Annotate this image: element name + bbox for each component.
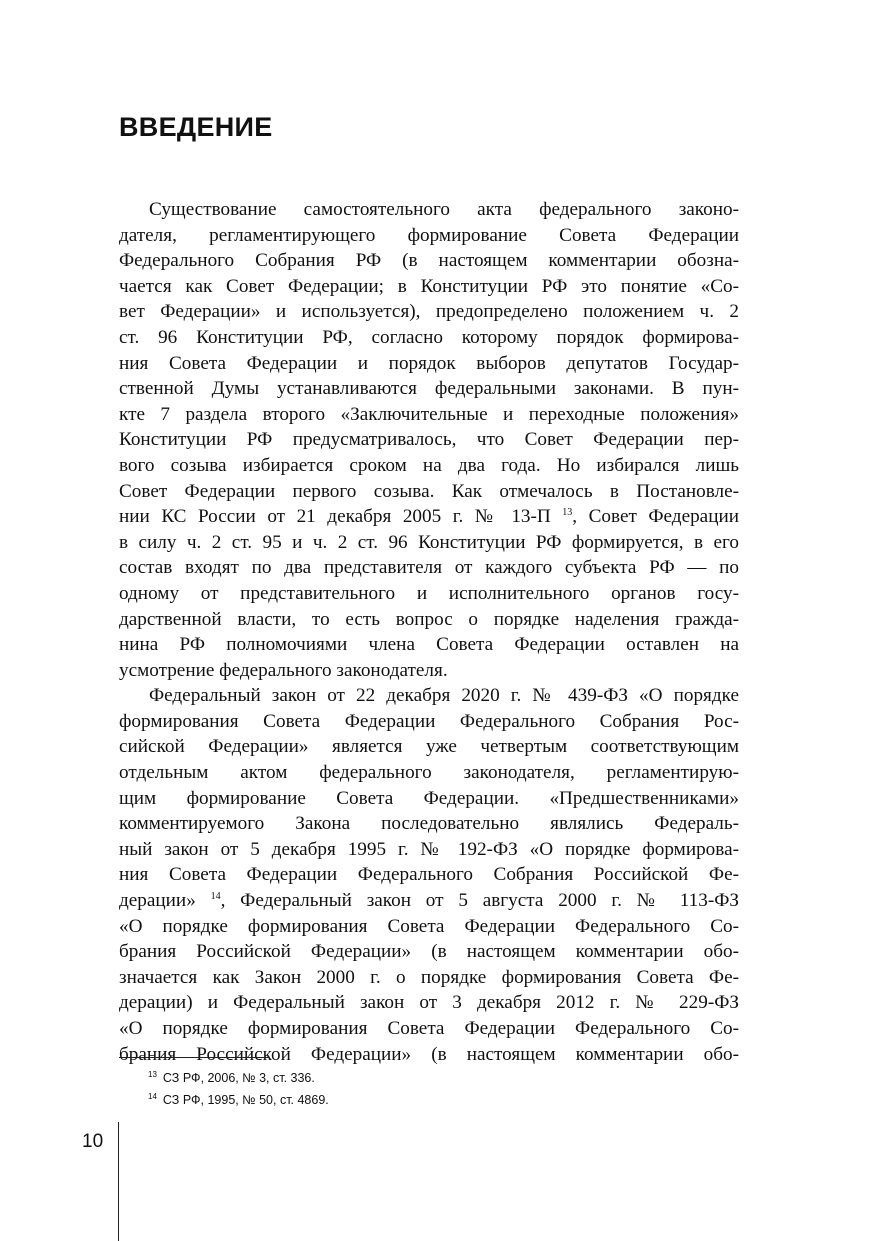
text-line-with-footnote	[119, 504, 739, 530]
section-heading: ВВЕДЕНИЕ	[119, 112, 273, 142]
text-line: усмотрение федерального законодателя.	[119, 659, 448, 681]
footnote-13	[148, 1064, 329, 1086]
text-line: в силу ч. 2 ст. 95 и ч. 2 ст. 96 Конституции РФ формируется, в его	[119, 531, 739, 553]
text-fragment: , Совет Федерации	[572, 506, 740, 528]
text-line: Конституции РФ предусматривалось, что Совет Федерации пер-	[119, 429, 739, 451]
text-line: ственной Думы устанавливаются федеральными законами. В пун-	[119, 378, 739, 400]
text-line: Федерального Собрания РФ (в настоящем комментарии обозна-	[119, 250, 739, 272]
text-line: чается как Совет Федерации; в Конституции РФ это понятие «Со-	[119, 275, 739, 297]
text-line: формирования Совета Федерации Федерального Собрания Рос-	[119, 710, 739, 732]
text-fragment: , Федеральный закон от 5 августа 2000 г. № 113-ФЗ	[220, 890, 739, 912]
text-line: состав входят по два представителя от каждого субъекта РФ — по	[119, 557, 739, 579]
text-line: дарственной власти, то есть вопрос о порядке наделения гражда-	[119, 608, 739, 630]
text-line: отдельным актом федерального законодателя, регламентирую-	[119, 762, 739, 784]
text-line: комментируемого Закона последовательно являлись Федераль-	[119, 813, 739, 835]
text-line: щим формирование Совета Федерации. «Предшественниками»	[119, 787, 739, 809]
text-line: значается как Закон 2000 г. о порядке формирования Совета Фе-	[119, 966, 739, 988]
paragraph-2	[119, 683, 739, 1067]
footnote-number: 13	[148, 1070, 157, 1079]
text-line: ния Совета Федерации Федерального Собрания Российской Фе-	[119, 864, 739, 886]
footnote-separator	[119, 1057, 269, 1058]
text-fragment: дерации»	[119, 890, 196, 912]
body-text	[119, 197, 739, 1067]
text-line: ный закон от 5 декабря 1995 г. № 192-ФЗ «О порядке формирова-	[119, 838, 739, 860]
text-line: дателя, регламентирующего формирование Совета Федерации	[119, 224, 739, 246]
text-line: «О порядке формирования Совета Федерации Федерального Со-	[119, 915, 739, 937]
text-line: дерации) и Федеральный закон от 3 декабря 2012 г. № 229-ФЗ	[119, 992, 739, 1014]
text-line: вет Федерации» и используется), предопределено положением ч. 2	[119, 301, 739, 323]
text-fragment: нии КС России от 21 декабря 2005 г. № 13-П	[119, 506, 551, 528]
paragraph-1	[119, 197, 739, 683]
text-line: брания Российской Федерации» (в настоящем комментарии обо-	[119, 941, 739, 963]
footnote-ref-14[interactable]: 14	[210, 891, 221, 903]
text-line: Существование самостоятельного акта федерального законо-	[149, 199, 739, 220]
footnote-number: 14	[148, 1092, 157, 1101]
page-number: 10	[82, 1131, 104, 1152]
text-line: ст. 96 Конституции РФ, согласно которому порядок формирова-	[119, 326, 739, 348]
text-line: Совет Федерации первого созыва. Как отмечалось в Постановле-	[119, 480, 739, 502]
text-line: сийской Федерации» является уже четвертым соответствующим	[119, 736, 739, 758]
text-line: Федеральный закон от 22 декабря 2020 г. № 439-ФЗ «О порядке	[149, 685, 739, 707]
page-margin-rule	[118, 1122, 119, 1241]
text-line: кте 7 раздела второго «Заключительные и переходные положения»	[119, 403, 739, 425]
text-line-with-footnote	[119, 888, 739, 914]
text-line: нина РФ полномочиями члена Совета Федерации оставлен на	[119, 634, 739, 656]
text-line: «О порядке формирования Совета Федерации Федерального Со-	[119, 1018, 739, 1039]
footnotes	[148, 1064, 329, 1108]
footnote-14	[148, 1086, 329, 1108]
text-line: вого созыва избирается сроком на два года. Но избирался лишь	[119, 454, 739, 476]
text-line: одному от представительного и исполнительного органов госу-	[119, 582, 739, 604]
footnote-text: СЗ РФ, 2006, № 3, ст. 336.	[162, 1071, 315, 1085]
text-line: брания Российской Федерации» (в настоящем комментарии обо-	[119, 1043, 739, 1065]
footnote-text: СЗ РФ, 1995, № 50, ст. 4869.	[162, 1093, 329, 1107]
footnote-ref-13[interactable]: 13	[562, 507, 573, 519]
text-line: ния Совета Федерации и порядок выборов депутатов Государ-	[119, 352, 739, 374]
